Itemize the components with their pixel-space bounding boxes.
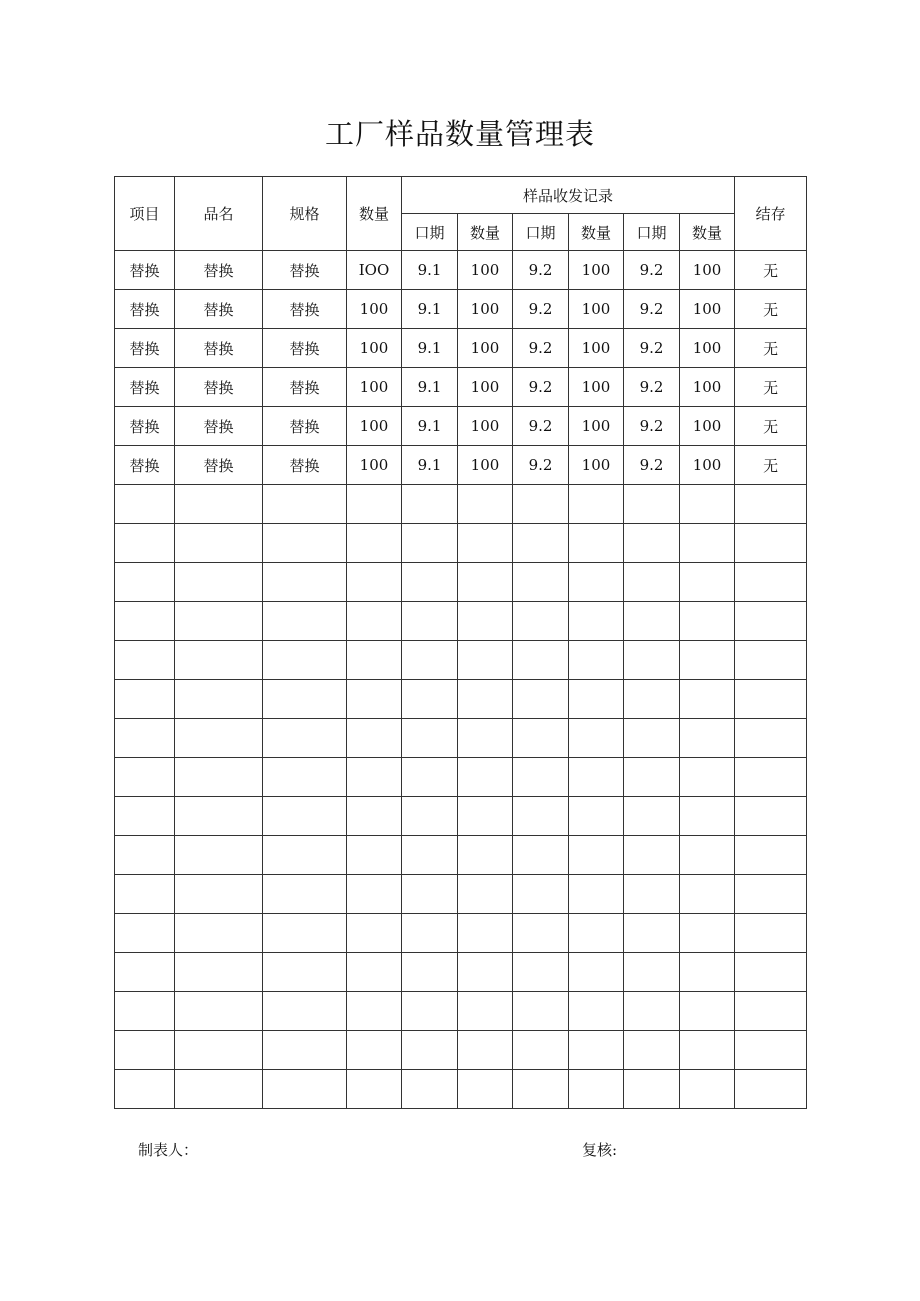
empty-cell[interactable] <box>175 953 263 992</box>
empty-cell[interactable] <box>175 836 263 875</box>
header-stock: 结存 <box>735 177 807 251</box>
empty-cell[interactable] <box>735 1070 807 1109</box>
empty-cell[interactable] <box>402 524 458 563</box>
table-cell: 100 <box>680 368 735 407</box>
empty-cell[interactable] <box>263 1031 347 1070</box>
table-cell: 9.2 <box>624 251 680 290</box>
empty-cell[interactable] <box>458 602 513 641</box>
table-cell: 替换 <box>115 251 175 290</box>
empty-cell[interactable] <box>458 719 513 758</box>
empty-cell[interactable] <box>513 563 569 602</box>
empty-cell[interactable] <box>115 524 175 563</box>
empty-cell[interactable] <box>115 602 175 641</box>
empty-cell[interactable] <box>624 641 680 680</box>
empty-cell[interactable] <box>513 914 569 953</box>
empty-cell[interactable] <box>458 1070 513 1109</box>
empty-cell[interactable] <box>263 563 347 602</box>
empty-cell[interactable] <box>458 992 513 1031</box>
table-cell: 替换 <box>263 290 347 329</box>
empty-cell[interactable] <box>735 914 807 953</box>
empty-cell[interactable] <box>624 524 680 563</box>
table-cell: 100 <box>458 446 513 485</box>
subheader-date-3: 口期 <box>624 214 680 251</box>
table-cell: 100 <box>458 407 513 446</box>
empty-cell[interactable] <box>175 1070 263 1109</box>
empty-cell[interactable] <box>402 485 458 524</box>
empty-cell[interactable] <box>402 602 458 641</box>
table-cell: 100 <box>458 251 513 290</box>
empty-cell[interactable] <box>680 836 735 875</box>
empty-cell[interactable] <box>735 1031 807 1070</box>
empty-cell[interactable] <box>680 641 735 680</box>
empty-cell[interactable] <box>347 485 402 524</box>
empty-row <box>115 797 807 836</box>
empty-cell[interactable] <box>680 953 735 992</box>
empty-cell[interactable] <box>115 1070 175 1109</box>
table-cell: 100 <box>569 290 624 329</box>
table-cell: 替换 <box>263 407 347 446</box>
header-name: 品名 <box>175 177 263 251</box>
table-cell: 9.2 <box>513 446 569 485</box>
reviewer-label: 复核: <box>582 1141 618 1159</box>
empty-cell[interactable] <box>624 875 680 914</box>
page-title: 工厂样品数量管理表 <box>324 117 595 151</box>
table-cell: 100 <box>458 290 513 329</box>
table-row <box>115 251 807 290</box>
empty-cell[interactable] <box>115 758 175 797</box>
empty-row <box>115 524 807 563</box>
table-cell: 替换 <box>263 251 347 290</box>
table-body <box>115 251 807 1109</box>
empty-cell[interactable] <box>680 1070 735 1109</box>
empty-cell[interactable] <box>175 485 263 524</box>
empty-cell[interactable] <box>115 797 175 836</box>
table-cell: 100 <box>569 368 624 407</box>
empty-cell[interactable] <box>175 524 263 563</box>
empty-cell[interactable] <box>402 953 458 992</box>
empty-cell[interactable] <box>513 680 569 719</box>
table-cell: 替换 <box>115 368 175 407</box>
empty-cell[interactable] <box>569 602 624 641</box>
empty-cell[interactable] <box>680 485 735 524</box>
empty-cell[interactable] <box>569 1070 624 1109</box>
empty-cell[interactable] <box>680 914 735 953</box>
empty-cell[interactable] <box>263 836 347 875</box>
empty-cell[interactable] <box>175 719 263 758</box>
empty-cell[interactable] <box>347 1031 402 1070</box>
empty-row <box>115 602 807 641</box>
empty-cell[interactable] <box>735 680 807 719</box>
empty-cell[interactable] <box>347 836 402 875</box>
empty-cell[interactable] <box>175 1031 263 1070</box>
empty-cell[interactable] <box>680 992 735 1031</box>
empty-cell[interactable] <box>458 1031 513 1070</box>
empty-cell[interactable] <box>624 797 680 836</box>
empty-cell[interactable] <box>680 563 735 602</box>
empty-cell[interactable] <box>513 485 569 524</box>
empty-cell[interactable] <box>624 914 680 953</box>
empty-cell[interactable] <box>347 992 402 1031</box>
table-cell: 9.2 <box>513 251 569 290</box>
empty-cell[interactable] <box>347 641 402 680</box>
empty-row <box>115 875 807 914</box>
empty-cell[interactable] <box>513 953 569 992</box>
table-cell: 100 <box>680 251 735 290</box>
table-cell: 9.1 <box>402 329 458 368</box>
empty-cell[interactable] <box>402 563 458 602</box>
empty-cell[interactable] <box>569 719 624 758</box>
empty-cell[interactable] <box>680 524 735 563</box>
table-row <box>115 368 807 407</box>
empty-cell[interactable] <box>458 524 513 563</box>
table-cell: 替换 <box>115 407 175 446</box>
empty-cell[interactable] <box>115 563 175 602</box>
empty-cell[interactable] <box>735 563 807 602</box>
table-cell: 替换 <box>115 446 175 485</box>
table-cell: 无 <box>735 329 807 368</box>
table-cell: 9.1 <box>402 290 458 329</box>
empty-row <box>115 953 807 992</box>
table-cell: 9.2 <box>624 368 680 407</box>
empty-cell[interactable] <box>680 680 735 719</box>
empty-cell[interactable] <box>569 797 624 836</box>
subheader-qty-3: 数量 <box>680 214 735 251</box>
empty-cell[interactable] <box>513 992 569 1031</box>
header-record-group: 样品收发记录 <box>402 177 735 214</box>
empty-row <box>115 641 807 680</box>
table-cell: 100 <box>569 251 624 290</box>
empty-cell[interactable] <box>458 758 513 797</box>
maker-label: 制表人： <box>138 1141 199 1159</box>
empty-cell[interactable] <box>735 641 807 680</box>
empty-cell[interactable] <box>175 875 263 914</box>
empty-cell[interactable] <box>263 602 347 641</box>
header-quantity: 数量 <box>347 177 402 251</box>
empty-cell[interactable] <box>347 524 402 563</box>
empty-row <box>115 1031 807 1070</box>
table-cell: 替换 <box>263 446 347 485</box>
table-cell: 9.2 <box>624 407 680 446</box>
empty-cell[interactable] <box>263 485 347 524</box>
empty-row <box>115 992 807 1031</box>
empty-cell[interactable] <box>735 485 807 524</box>
table-cell: 100 <box>680 290 735 329</box>
table-cell: 9.1 <box>402 368 458 407</box>
empty-row <box>115 485 807 524</box>
empty-cell[interactable] <box>735 836 807 875</box>
empty-cell[interactable] <box>735 953 807 992</box>
table-cell: 无 <box>735 407 807 446</box>
table-cell: 9.2 <box>513 368 569 407</box>
table-cell: 9.2 <box>513 407 569 446</box>
empty-cell[interactable] <box>263 524 347 563</box>
empty-cell[interactable] <box>402 836 458 875</box>
empty-cell[interactable] <box>402 914 458 953</box>
empty-cell[interactable] <box>347 758 402 797</box>
empty-cell[interactable] <box>735 797 807 836</box>
table-cell: 替换 <box>263 368 347 407</box>
empty-cell[interactable] <box>624 1031 680 1070</box>
empty-cell[interactable] <box>624 758 680 797</box>
empty-cell[interactable] <box>402 641 458 680</box>
table-cell: IOO <box>347 251 402 290</box>
empty-cell[interactable] <box>458 836 513 875</box>
empty-cell[interactable] <box>569 992 624 1031</box>
empty-cell[interactable] <box>347 953 402 992</box>
empty-cell[interactable] <box>402 797 458 836</box>
empty-cell[interactable] <box>263 914 347 953</box>
empty-cell[interactable] <box>115 485 175 524</box>
empty-cell[interactable] <box>624 602 680 641</box>
table-cell: 100 <box>347 446 402 485</box>
table-cell: 100 <box>347 407 402 446</box>
empty-cell[interactable] <box>347 563 402 602</box>
empty-cell[interactable] <box>263 680 347 719</box>
empty-cell[interactable] <box>458 563 513 602</box>
empty-cell[interactable] <box>624 563 680 602</box>
empty-cell[interactable] <box>263 719 347 758</box>
empty-cell[interactable] <box>513 797 569 836</box>
empty-cell[interactable] <box>624 992 680 1031</box>
empty-cell[interactable] <box>513 524 569 563</box>
empty-row <box>115 836 807 875</box>
table-cell: 无 <box>735 290 807 329</box>
empty-cell[interactable] <box>513 875 569 914</box>
table-cell: 100 <box>680 407 735 446</box>
empty-cell[interactable] <box>735 875 807 914</box>
empty-cell[interactable] <box>735 602 807 641</box>
table-cell: 替换 <box>175 407 263 446</box>
table-cell: 9.2 <box>624 329 680 368</box>
empty-cell[interactable] <box>569 680 624 719</box>
table-cell: 替换 <box>175 368 263 407</box>
table-cell: 9.2 <box>513 329 569 368</box>
table-cell: 100 <box>347 290 402 329</box>
empty-cell[interactable] <box>402 680 458 719</box>
table-cell: 替换 <box>175 446 263 485</box>
subheader-date-1: 口期 <box>402 214 458 251</box>
empty-cell[interactable] <box>513 1031 569 1070</box>
empty-cell[interactable] <box>680 758 735 797</box>
table-cell: 替换 <box>175 290 263 329</box>
subheader-qty-2: 数量 <box>569 214 624 251</box>
empty-cell[interactable] <box>458 485 513 524</box>
table-row <box>115 407 807 446</box>
empty-cell[interactable] <box>175 641 263 680</box>
empty-cell[interactable] <box>624 953 680 992</box>
empty-row <box>115 1070 807 1109</box>
empty-cell[interactable] <box>402 875 458 914</box>
empty-cell[interactable] <box>402 1031 458 1070</box>
empty-row <box>115 758 807 797</box>
empty-cell[interactable] <box>569 836 624 875</box>
table-cell: 100 <box>569 407 624 446</box>
table-cell: 100 <box>458 368 513 407</box>
header-item: 项目 <box>115 177 175 251</box>
table-cell: 100 <box>569 446 624 485</box>
empty-cell[interactable] <box>458 875 513 914</box>
table-cell: 9.1 <box>402 446 458 485</box>
empty-cell[interactable] <box>347 680 402 719</box>
empty-cell[interactable] <box>263 797 347 836</box>
empty-row <box>115 719 807 758</box>
empty-row <box>115 914 807 953</box>
empty-cell[interactable] <box>680 875 735 914</box>
table-cell: 替换 <box>175 251 263 290</box>
empty-cell[interactable] <box>347 797 402 836</box>
empty-cell[interactable] <box>263 875 347 914</box>
table-cell: 9.2 <box>513 290 569 329</box>
empty-cell[interactable] <box>402 1070 458 1109</box>
empty-cell[interactable] <box>175 992 263 1031</box>
empty-cell[interactable] <box>735 992 807 1031</box>
sample-management-table <box>114 176 807 1109</box>
empty-cell[interactable] <box>263 641 347 680</box>
empty-cell[interactable] <box>175 797 263 836</box>
empty-cell[interactable] <box>347 1070 402 1109</box>
table-cell: 替换 <box>263 329 347 368</box>
header-row-top <box>115 177 807 214</box>
empty-cell[interactable] <box>402 992 458 1031</box>
empty-cell[interactable] <box>115 953 175 992</box>
empty-cell[interactable] <box>347 875 402 914</box>
empty-cell[interactable] <box>513 719 569 758</box>
empty-cell[interactable] <box>513 836 569 875</box>
empty-cell[interactable] <box>569 524 624 563</box>
empty-cell[interactable] <box>175 914 263 953</box>
empty-cell[interactable] <box>624 485 680 524</box>
empty-cell[interactable] <box>115 836 175 875</box>
empty-cell[interactable] <box>513 602 569 641</box>
subheader-qty-1: 数量 <box>458 214 513 251</box>
empty-cell[interactable] <box>175 680 263 719</box>
table-cell: 100 <box>680 329 735 368</box>
table-cell: 9.2 <box>624 446 680 485</box>
empty-cell[interactable] <box>115 992 175 1031</box>
table-cell: 100 <box>347 368 402 407</box>
empty-cell[interactable] <box>402 719 458 758</box>
header-spec: 规格 <box>263 177 347 251</box>
empty-cell[interactable] <box>513 1070 569 1109</box>
table-cell: 100 <box>458 329 513 368</box>
empty-cell[interactable] <box>735 524 807 563</box>
table-cell: 9.2 <box>624 290 680 329</box>
empty-cell[interactable] <box>680 1031 735 1070</box>
empty-cell[interactable] <box>458 641 513 680</box>
empty-cell[interactable] <box>569 758 624 797</box>
empty-cell[interactable] <box>115 914 175 953</box>
empty-cell[interactable] <box>458 680 513 719</box>
empty-cell[interactable] <box>115 719 175 758</box>
empty-cell[interactable] <box>115 680 175 719</box>
empty-cell[interactable] <box>735 758 807 797</box>
empty-cell[interactable] <box>569 563 624 602</box>
empty-row <box>115 563 807 602</box>
table-row <box>115 446 807 485</box>
empty-cell[interactable] <box>569 875 624 914</box>
empty-cell[interactable] <box>624 836 680 875</box>
empty-cell[interactable] <box>263 758 347 797</box>
empty-cell[interactable] <box>175 602 263 641</box>
empty-row <box>115 680 807 719</box>
empty-cell[interactable] <box>458 797 513 836</box>
empty-cell[interactable] <box>347 602 402 641</box>
table-cell: 100 <box>569 329 624 368</box>
empty-cell[interactable] <box>263 953 347 992</box>
empty-cell[interactable] <box>680 602 735 641</box>
empty-cell[interactable] <box>263 1070 347 1109</box>
table-cell: 100 <box>347 329 402 368</box>
table-cell: 无 <box>735 251 807 290</box>
empty-cell[interactable] <box>680 797 735 836</box>
empty-cell[interactable] <box>115 1031 175 1070</box>
empty-cell[interactable] <box>115 875 175 914</box>
table-row <box>115 329 807 368</box>
empty-cell[interactable] <box>735 719 807 758</box>
empty-cell[interactable] <box>347 914 402 953</box>
empty-cell[interactable] <box>624 719 680 758</box>
empty-cell[interactable] <box>115 641 175 680</box>
empty-cell[interactable] <box>569 914 624 953</box>
table-cell: 9.1 <box>402 407 458 446</box>
empty-cell[interactable] <box>402 758 458 797</box>
empty-cell[interactable] <box>458 953 513 992</box>
empty-cell[interactable] <box>175 758 263 797</box>
table-cell: 替换 <box>115 290 175 329</box>
empty-cell[interactable] <box>569 953 624 992</box>
empty-cell[interactable] <box>175 563 263 602</box>
empty-cell[interactable] <box>569 641 624 680</box>
table-row <box>115 290 807 329</box>
empty-cell[interactable] <box>569 1031 624 1070</box>
empty-cell[interactable] <box>513 758 569 797</box>
empty-cell[interactable] <box>513 641 569 680</box>
subheader-date-2: 口期 <box>513 214 569 251</box>
table-cell: 9.1 <box>402 251 458 290</box>
table-cell: 无 <box>735 368 807 407</box>
empty-cell[interactable] <box>624 1070 680 1109</box>
empty-cell[interactable] <box>569 485 624 524</box>
empty-cell[interactable] <box>263 992 347 1031</box>
table-cell: 无 <box>735 446 807 485</box>
empty-cell[interactable] <box>624 680 680 719</box>
table-cell: 替换 <box>115 329 175 368</box>
empty-cell[interactable] <box>458 914 513 953</box>
empty-cell[interactable] <box>347 719 402 758</box>
empty-cell[interactable] <box>680 719 735 758</box>
table-cell: 100 <box>680 446 735 485</box>
table-cell: 替换 <box>175 329 263 368</box>
